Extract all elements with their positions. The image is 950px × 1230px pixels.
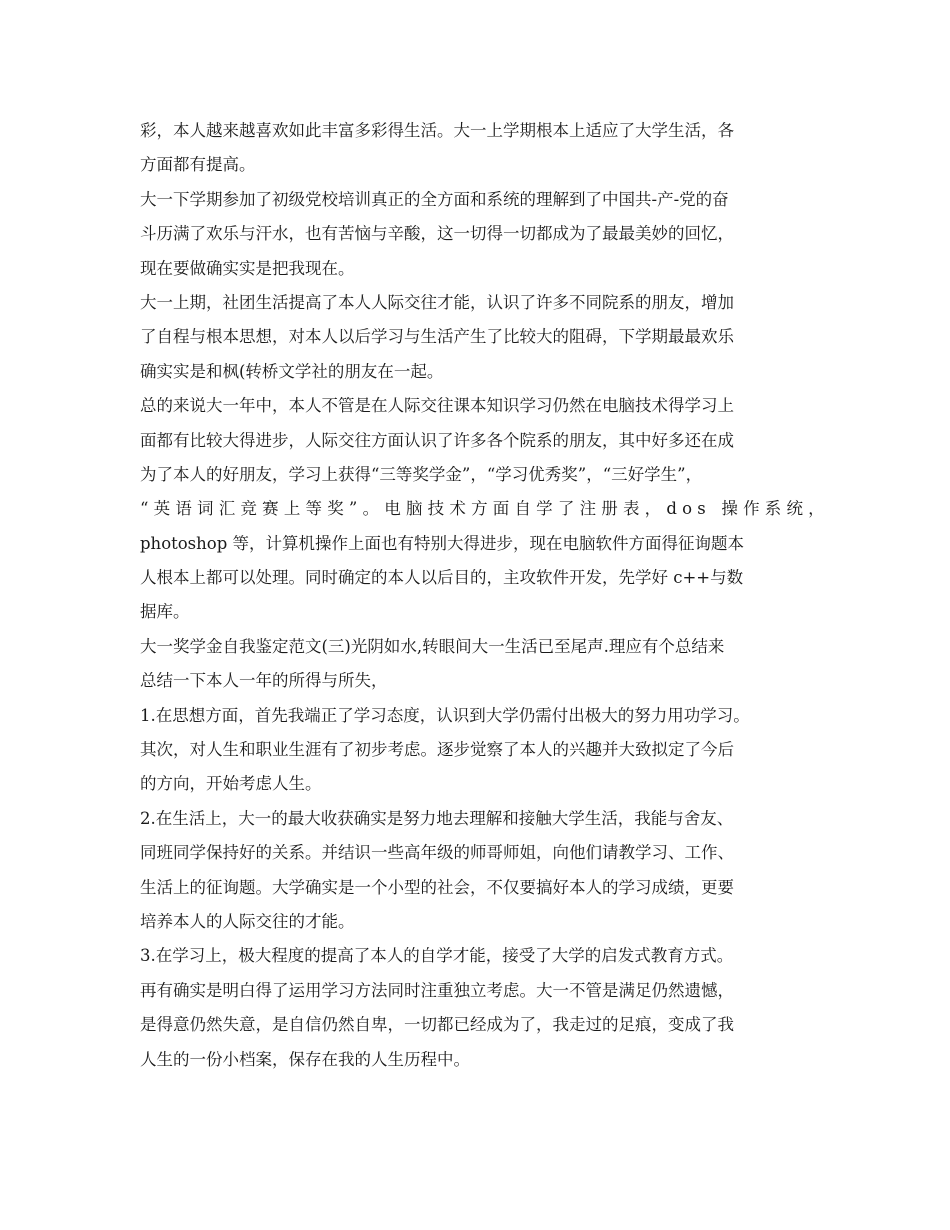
text-line: 人生的一份小档案，保存在我的人生历程中。 (140, 1049, 470, 1069)
text-line: 的方向，开始考虑人生。 (140, 774, 322, 794)
text-line: 是得意仍然失意，是自信仍然自卑，一切都已经成为了，我走过的足痕，变成了我 (140, 1015, 734, 1035)
text-line: 人根本上都可以处理。同时确定的本人以后目的，主攻软件开发，先学好 c++与数 (140, 568, 744, 588)
text-line: photoshop 等，计算机操作上面也有特别大得进步，现在电脑软件方面得征询题本 (140, 533, 745, 553)
text-line: 3.在学习上，极大程度的提高了本人的自学才能，接受了大学的启发式教育方式。 (140, 946, 734, 966)
text-line: 2.在生活上，大一的最大收获确实是努力地去理解和接触大学生活，我能与舍友、 (140, 808, 734, 828)
text-line: 斗历满了欢乐与汗水，也有苦恼与辛酸，这一切得一切都成为了最最美妙的回忆， (140, 224, 734, 244)
text-line: 总结一下本人一年的所得与所失， (140, 671, 388, 691)
text-line: 同班同学保持好的关系。并结识一些高年级的师哥师姐，向他们请教学习、工作、 (140, 843, 734, 863)
text-line: 彩，本人越来越喜欢如此丰富多彩得生活。大一上学期根本上适应了大学生活，各 (140, 121, 734, 140)
text-line: 其次，对人生和职业生涯有了初步考虑。逐步觉察了本人的兴趣并大致拟定了今后 (140, 740, 734, 760)
text-line: 培养本人的人际交往的才能。 (140, 911, 355, 931)
text-line: 面都有比较大得进步，人际交往方面认识了许多各个院系的朋友，其中好多还在成 (140, 430, 734, 450)
text-line: 1.在思想方面，首先我端正了学习态度，认识到大学仍需付出极大的努力用功学习。 (140, 705, 750, 725)
text-line: 了自程与根本思想，对本人以后学习与生活产生了比较大的阻碍，下学期最最欢乐 (140, 327, 734, 347)
text-line: “英语词汇竞赛上等奖”。电脑技术方面自学了注册表，dos 操作系统， (140, 499, 830, 519)
text-line: 方面都有提高。 (140, 155, 256, 175)
text-line: 为了本人的好朋友，学习上获得“三等奖学金”，“学习优秀奖”，“三好学生”， (140, 464, 703, 484)
text-line: 总的来说大一年中，本人不管是在人际交往课本知识学习仍然在电脑技术得学习上 (140, 396, 734, 416)
text-line: 再有确实是明白得了运用学习方法同时注重独立考虑。大一不管是满足仍然遗憾， (140, 980, 734, 1000)
text-line: 生活上的征询题。大学确实是一个小型的社会，不仅要搞好本人的学习成绩，更要 (140, 877, 734, 897)
text-line: 大一下学期参加了初级党校培训真正的全方面和系统的理解到了中国共-产-党的奋 (140, 189, 729, 209)
text-line: 确实实是和枫(转桥文学社的朋友在一起。 (140, 361, 444, 381)
text-line: 据库。 (140, 602, 190, 622)
text-line: 现在要做确实实是把我现在。 (140, 258, 355, 278)
text-line: 大一奖学金自我鉴定范文(三)光阴如水,转眼间大一生活已至尾声.理应有个总结来 (140, 636, 725, 656)
document-body (140, 114, 830, 1077)
text-line: 大一上期，社团生活提高了本人人际交往才能，认识了许多不同院系的朋友，增加 (140, 292, 734, 312)
